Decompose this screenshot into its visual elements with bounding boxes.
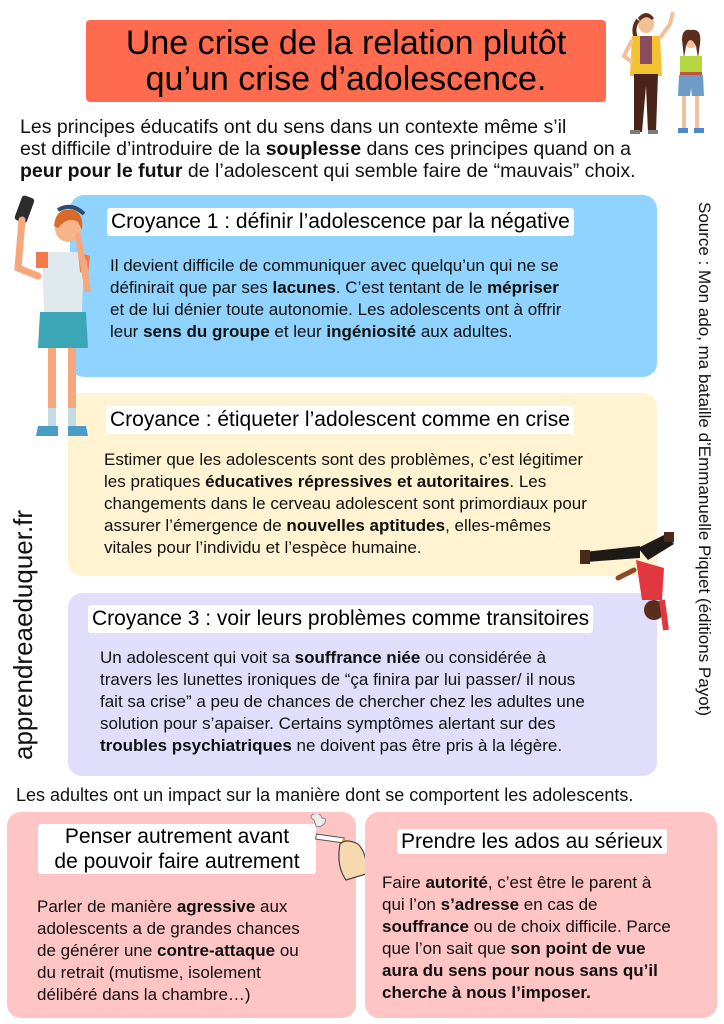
belief-card-1 [70,195,657,377]
take-seriously-card [365,812,717,1018]
impact-statement: Les adultes ont un impact sur la manière dont se comportent les adolescents. [16,785,634,805]
source-credit: Source : Mon ado, ma bataille d’Emmanuelle Piquet (éditions Payot) [695,202,714,717]
belief-card-2-title: Croyance : étiqueter l’adolescent comme en crise [106,406,574,434]
intro-line-3: peur pour le futur de l’adolescent qui semble faire de “mauvais” choix. [20,160,636,182]
intro-line-1: Les principes éducatifs ont du sens dans un contexte même s’il [20,116,567,138]
belief-card-3-body: Un adolescent qui voit sa souffrance niée ou considérée à travers les lunettes ironiques de “ça finira par lui passer/ il nous fait sa crise” a peu de chances de chercher chez les adultes une solution pour s’apaiser. Certains symptômes alertant sur des troubles psychiatriques ne doivent pas être pris à la légère. [100,648,585,755]
belief-card-3 [68,593,657,776]
think-differently-body: Parler de manière agressive aux adolescents a de grandes chances de générer une contre-attaque ou du retrait (mutisme, isolement délibéré dans la chambre…) [37,897,300,1004]
intro-paragraph [20,116,710,182]
belief-card-3-title: Croyance 3 : voir leurs problèmes comme transitoires [88,605,593,633]
belief-card-1-title: Croyance 1 : définir l’adolescence par la négative [107,208,574,236]
take-seriously-body: Faire autorité, c’est être le parent à qui l’on s’adresse en cas de souffrance ou de choix difficile. Parce que l’on sait que son point de vue aura du sens pour nous sans qu’il cherche à nous l’imposer. [382,873,671,1002]
think-differently-card [7,812,356,1018]
title-line-1: Une crise de la relation plutôt [125,24,567,62]
belief-card-2 [68,393,657,576]
girl-selfie-illustration [8,192,92,448]
breakdancer-illustration [578,530,682,634]
belief-card-2-body: Estimer que les adolescents sont des problèmes, c’est légitimer les pratiques éducatives répressives et autoritaires. Les changements dans le cerveau adolescent sont primordiaux pour assurer l’émergence de nouvelles aptitudes, elles-mêmes vitales pour l’individu et l’espèce humaine. [104,450,587,557]
title-line-2: qu’un crise d’adolescence. [145,60,547,98]
site-name: apprendreaeduquer.fr [8,509,38,760]
take-seriously-title: Prendre les ados au sérieux [397,829,667,854]
main-title [86,20,606,102]
think-differently-title: Penser autrement avant de pouvoir faire autrement [38,824,316,874]
intro-line-2: est difficile d’introduire de la souplesse dans ces principes quand on a [20,138,632,160]
belief-card-1-body: Il devient difficile de communiquer avec quelqu’un qui ne se définirait que par ses lacunes. C’est tentant de le mépriser et de lui dénier toute autonomie. Les adolescents ont à offrir leur sens du groupe et leur ingéniosité aux adultes. [110,256,562,341]
